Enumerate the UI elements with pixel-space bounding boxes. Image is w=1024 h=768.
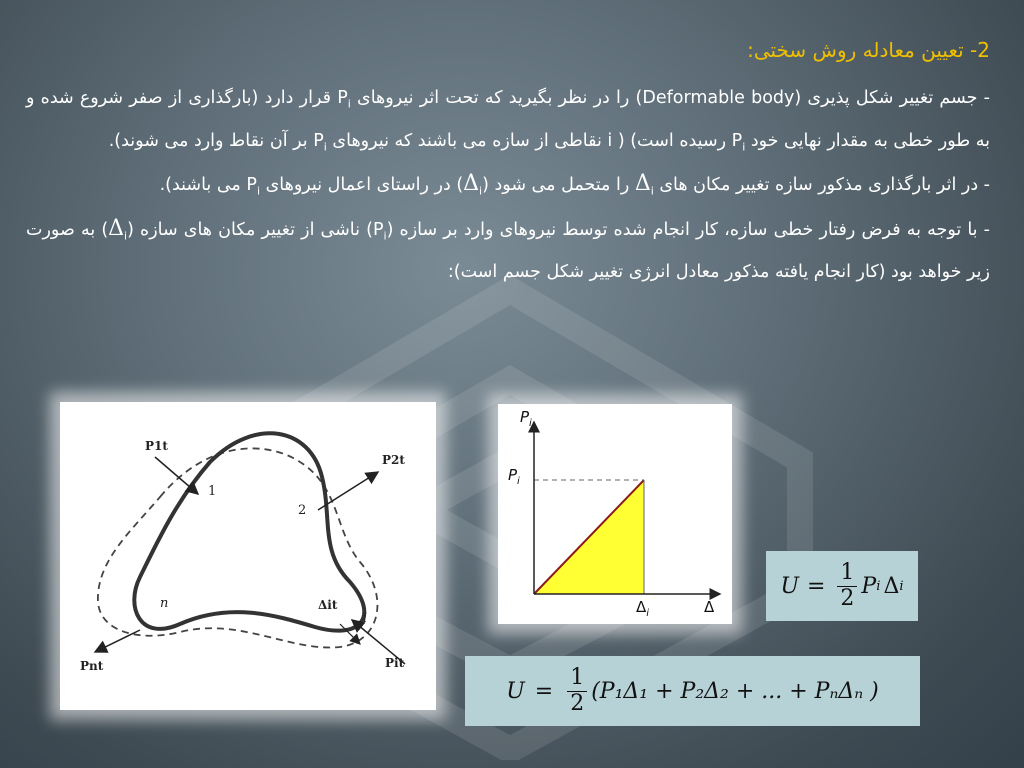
label-p1: P1t <box>145 439 168 453</box>
label-p2: P2t <box>382 453 405 467</box>
force-arrow-pn <box>95 630 140 652</box>
node-2: 2 <box>298 503 307 518</box>
fraction-half: $\frac{1}{2}$ <box>837 561 857 610</box>
fraction-half-large: $\frac{1}{2}$ <box>567 666 587 715</box>
slide-body <box>26 80 990 291</box>
label-delta: Δit <box>318 598 338 612</box>
equation-sum: U = $\frac{1}{2}$ (P₁Δ₁ + P₂Δ₂ + ... + PₙΔₙ ) <box>465 656 920 726</box>
graph-svg <box>498 404 732 624</box>
paragraph-3: - با توجه به فرض رفتار خطی سازه، کار انجام شده توسط نیروهای وارد بر سازه $(P_i)$ ناشی از تغییر مکان های سازه $(\Delta_i)$ به صورت زیر خواهد بود (کار انجام یافته مذکور معادل انرژی تغییر شکل جسم است): <box>26 215 990 282</box>
node-1: 1 <box>208 484 217 499</box>
load-displacement-graph <box>498 404 732 624</box>
deformable-body-figure <box>60 402 436 710</box>
paragraph-1: - جسم تغییر شکل پذیری (Deformable body) را در نظر بگیرید که تحت اثر نیروهای $P_i$ قرار دارد (بارگذاری از صفر شروع شده و به طور خطی به مقدار نهایی خود $P_i$ رسیده است) ( i نقاطی از سازه می باشند که نیروهای $P_i$ بر آن نقاط وارد می شوند). <box>26 88 990 153</box>
node-i: i <box>363 611 368 626</box>
label-pi: Pit <box>385 656 405 670</box>
y-tick-label: $P_i$ <box>508 466 520 487</box>
x-axis-label: Δ <box>704 598 715 616</box>
body-diagram <box>60 402 436 710</box>
label-pn: Pnt <box>80 659 104 673</box>
x-tick-label: $\Delta_i$ <box>636 598 650 619</box>
slide-title: 2- تعیین معادله روش سختی: <box>747 38 990 62</box>
paragraph-2: - در اثر بارگذاری مذکور سازه تغییر مکان های $\Delta_i$ را متحمل می شود $(\Delta_i)$ در راستای اعمال نیروهای $P_i$ می باشند). <box>159 171 990 198</box>
force-arrow-p1 <box>155 457 198 494</box>
node-n: n <box>160 596 169 611</box>
y-axis-label: $P_i$ <box>520 408 532 429</box>
equation-single: U = $\frac{1}{2}$ P i Δ i <box>766 551 918 621</box>
